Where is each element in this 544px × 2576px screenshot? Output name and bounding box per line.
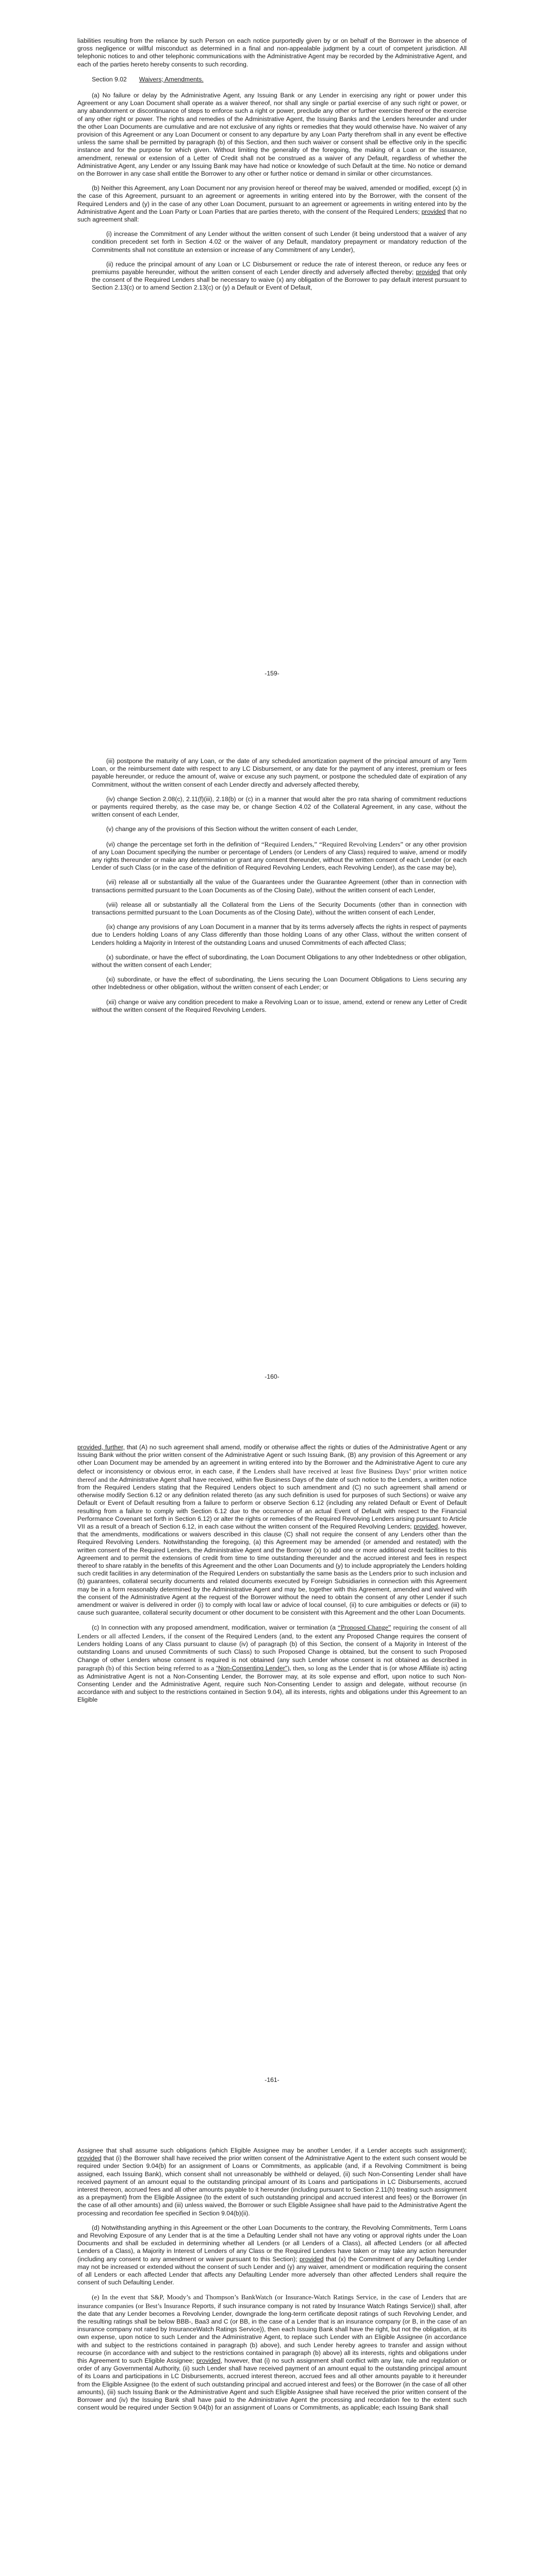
- item-vi: [77, 840, 467, 872]
- page-body: [77, 1444, 467, 1711]
- assignee-text-2: that (i) the Borrower shall have received the prior written consent of the Administrative Agent to the extent such consent would be required under Section 9.04(b) for an assignment of Loans or Commitments, as applicable (and, if a Revolving Commitment is being assigned, each Issuing Bank), which consent shall not unreasonably be withheld or delayed, (ii) such Non-Consenting Lender shall have received payment of an amount equal to the outstanding principal amount of its Loans and participations in LC Disbursements, accrued interest thereon, accrued fees and all other amounts payable to it hereunder (including pursuant to Section 2.11(h) treating such assignment as a prepayment) from the Eligible Assignee (to the extent of such outstanding principal and accrued interest and fees) or the Borrower (in the case of all other amounts) and (iii) unless waived, the Borrower or such Eligible Assignee shall have paid to the Administrative Agent the processing and recordation fee specified in Section 9.04(b)(ii).: [77, 2155, 467, 2217]
- section-heading: [92, 76, 467, 83]
- item-viii: (viii) release all or substantially all the Collateral from the Liens of the Security Documents (other than in connection with transactions permitted pursuant to the Loan Documents as of the Closing Date), without the written consent of each Lender,: [92, 901, 467, 917]
- paragraph-e-end: , however, that (i) no such assignment shall conflict with any law, rule and regulation or order of any Governmental Authority, (ii) such Lender shall have received payment of an amount equal to the outstanding principal amount of its Loans and participations in LC Disbursements, accrued interest thereon, accrued fees and all other amounts payable to it hereunder from the Eligible Assignee (to the extent of such outstanding principal and accrued interest and fees) or the Borrower (in the case of all other amounts), (iii) such Issuing Bank or the Administrative Agent and such Eligible Assignee shall have received the prior written consent of the Borrower and (iv) the Issuing Bank shall have paid to the Administrative Agent the processing and recordation fee to the extent such consent would be required under Section 9.04(b) for an assignment of Loans or Commitments, as applicable; each Issuing Bank shall: [77, 2357, 467, 2412]
- provided-term: provided: [299, 2255, 324, 2263]
- provided-term: provided: [414, 1523, 438, 1531]
- assignee-text-1: Assignee that shall assume such obligations (which Eligible Assignee may be another Lender, if a Lender accepts such assignment);: [77, 2147, 467, 2154]
- page-body: [77, 2147, 467, 2419]
- paragraph-e: [77, 2293, 467, 2412]
- paragraph-d-text: (d) Notwithstanding anything in this Agreement or the other Loan Documents to the contrary, the Revolving Commitments, Term Loans and Revolving Exposure of any Lender that is at the time a Defaulting Lender shall not have any voting or approval rights under the Loan Documents and shall be excluded in determining whether all Lenders (or all Lenders of a Class), all affected Lenders (or all affected Lenders of a Class), a Majority in Interest of Lenders of any Class or the Required Lenders have taken or may take any action hereunder (including any consent to any amendment or waiver pursuant to this Section);: [77, 2224, 467, 2263]
- paragraph-c-text-2: of the Required Lenders (and, to the extent any Proposed Change requires the consent of Lenders holding Loans of any Class pursuant to clause (iv) of paragraph (b) of this Section, the consent of a Majority in Interest of the outstanding Loans and unused Commitments of such Class) to such Proposed Change is obtained, but the consent to such Proposed Change of other Lenders whose consent is required is not obtained (any such Lender whose consent is not obtained as described: [77, 1632, 467, 1664]
- item-ix: (ix) change any provisions of any Loan Document in a manner that by its terms adversely affects the rights in respect of payments due to Lenders holding Loans of any Class differently than those holding Loans of any other Class, without the written consent of Lenders holding a Majority in Interest of the outstanding Loans and unused Commitments of each affected Class;: [92, 923, 467, 946]
- intro-paragraph: liabilities resulting from the reliance by such Person on each notice purportedly given by or on behalf of the Borrower in the absence of gross negligence or willful misconduct as determined in a final and non-appealable judgment by a court of competent jurisdiction. All telephonic notices to and other telephonic communications with the Administrative Agent may be recorded by the Administrative Agent, and each of the parties hereto hereby consents to such recording.: [77, 37, 467, 68]
- paragraph-c-serif-2: in paragraph (b) of this Section being referred to as a: [77, 1656, 467, 1672]
- section-title: Waivers; Amendments.: [139, 75, 204, 83]
- item-ii-text: (ii) reduce the principal amount of any Loan or LC Disbursement or reduce the rate of interest thereon, or reduce any fees or premiums payable hereunder, without the written consent of each Lender directly and adversely affected thereby;: [92, 260, 467, 276]
- item-x: (x) subordinate, or have the effect of subordinating, the Loan Document Obligations to any other Indebtedness or other obligation, without the written consent of each Lender;: [92, 953, 467, 969]
- item-vi-end: or any other provision of any Loan Document specifying the number or percentage of Lenders (or Lenders of any Class) required to waive, amend or modify any rights thereunder or make any determination or grant any consent thereunder, without the written consent of each Lender (or each Lender of such Class (or in the case of the definition of Required Revolving Lenders, each Revolving Lender), as the case may be),: [92, 840, 467, 872]
- item-ii: [77, 261, 467, 292]
- paragraph-e-serif: (e) In the event that S&P, Moody’s and Thompson’s BankWatch (or Insurance-Watch Ratings Service, in the case of Lenders that are insurance companies (or Best’s Insurance: [77, 2293, 467, 2310]
- provided-term: provided: [416, 268, 440, 276]
- item-iv: (iv) change Section 2.08(c), 2.11(f)(iii), 2.18(b) or (c) in a manner that would alter the pro rata sharing of commitment reductions or payments required thereby, as the case may be, or change Section 4.02 of the Collateral Agreement, in any case, without the written consent of each Lender,: [92, 795, 467, 819]
- provided-term: provided: [421, 208, 446, 215]
- page-body: [77, 37, 467, 299]
- page-number: -160-: [265, 1373, 279, 1380]
- paragraph-b-end: that no such agreement shall:: [77, 208, 467, 224]
- document-page-161: [0, 1406, 544, 2110]
- page-number: -159-: [265, 670, 279, 677]
- item-xii: (xii) change or waive any condition precedent to make a Revolving Loan or to issue, amend, extend or renew any Letter of Credit without the written consent of the Required Revolving Lenders.: [92, 998, 467, 1013]
- item-i: (i) increase the Commitment of any Lender without the written consent of such Lender (it being understood that a waiver of any condition precedent set forth in Section 4.02 or the waiver of any Default, mandatory prepayment or mandatory reduction of the Commitments shall not constitute an extension or increase of any Commitment of any Lender),: [92, 230, 467, 253]
- item-ii-end: that only the consent of the Required Lenders shall be necessary to waive (x) any obligation of the Borrower to pay default interest pursuant to Section 2.13(c) or to amend Section 2.13(c) or (y) a Default or Event of Default,: [92, 268, 467, 292]
- paragraph-e-text: Reports, if such insurance company is not rated by Insurance Watch Ratings Service)) shall, after the date that any Lender becomes a Revolving Lender, downgrade the long-term certificate deposit ratings of such Revolving Lender, and the resulting ratings shall be below BBB-, Baa3 and C (or BB, in the case of a Lender that is an insurance company (or B, in the case of an insurance company not rated by InsuranceWatch Ratings Service)), then each Issuing Bank shall have the right, but not the obligation, at its own expense, upon notice to such Lender and the Administrative Agent, to replace such Lender with an Eligible Assignee (in accordance with and subject to the restrictions contained in paragraph (b) above), and such Lender hereby agrees to transfer and assign without recourse (in accordance with and subject to the restrictions contained in paragraph (b) above) all its interests, rights and obligations under this Agreement to such Eligible Assignee;: [77, 2302, 467, 2365]
- paragraph-d-end: that (x) the Commitment of any Defaulting Lender may not be increased or extended without the consent of such Lender and (y) any waiver, amendment or modification requiring the consent of all Lenders or each affected Lender that affects any Defaulting Lender more adversely than other affected Lenders shall require the consent of such Defaulting Lender.: [77, 2255, 467, 2286]
- non-consenting-lender-term: “Non-Consenting Lender”: [216, 1665, 287, 1672]
- provided-further-term: provided, further,: [77, 1444, 125, 1451]
- section-number: Section 9.02: [92, 75, 127, 83]
- paragraph-c-text: (c) In connection with any proposed amendment, modification, waiver or termination (a: [92, 1624, 336, 1632]
- paragraph-c: [77, 1623, 467, 1704]
- paragraph-d: [77, 2224, 467, 2287]
- item-vii: (vii) release all or substantially all the value of the Guarantees under the Guarantee Agreement (other than in connection with transactions permitted pursuant to the Loan Documents as of the Closing Date), without the written consent of each Lender,: [92, 878, 467, 894]
- page-body: [77, 757, 467, 1021]
- page-number: -161-: [265, 2076, 279, 2083]
- item-iii: (iii) postpone the maturity of any Loan, or the date of any scheduled amortization payment of the principal amount of any Term Loan, or the reimbursement date with respect to any LC Disbursement, or any date for the payment of any interest, premium or fees payable hereunder, or reduce the amount of, waive or excuse any such payment, or postpone the scheduled date of expiration of any Commitment, without the written consent of each Lender directly and adversely affected thereby,: [92, 757, 467, 788]
- provided-term: provided: [77, 2155, 102, 2162]
- item-xi: (xi) subordinate, or have the effect of subordinating, the Liens securing the Loan Document Obligations to Liens securing any other Indebtedness or other obligation, without the written consent of each Lender; or: [92, 976, 467, 991]
- proviso-text-serif: Lenders shall have received at least five Business Days’ prior written notice thereof and the: [77, 1467, 467, 1483]
- paragraph-b-text: (b) Neither this Agreement, any Loan Document nor any provision hereof or thereof may be waived, amended or modified, except (x) in the case of this Agreement, pursuant to an agreement or agreements in writing entered into by the Borrower, with the consent of the Required Lenders and (y) in the case of any other Loan Document, pursuant to an agreement or agreements in writing entered into by the Administrative Agent and the Loan Party or Loan Parties that are parties thereto, with the consent of the Required Lenders;: [77, 184, 467, 215]
- paragraph-c-serif: requiring the consent of all Lenders or all affected Lenders, if the consent: [77, 1623, 467, 1640]
- item-v: (v) change any of the provisions of this Section without the written consent of each Lender,: [106, 825, 358, 833]
- document-page-160: [0, 703, 544, 1406]
- document-page-159: [0, 0, 544, 703]
- proviso-paragraph: [77, 1444, 467, 1617]
- proviso-text-3: , however, that the amendments, modifications or waivers described in this clause (C) shall not require the consent of any Lenders other than the Required Revolving Lenders. Notwithstanding the foregoing, (a) this Agreement may be amended (or amended and restated) with the written consent of the Required Lenders, the Administrative Agent and the Borrower (x) to add one or more additional credit facilities to this Agreement and to permit the extensions of credit from time to time outstanding thereunder and the accrued interest and fees in respect thereof to share ratably in the benefits of this Agreement and the other Loan Documents and (y) to include appropriately the Lenders holding such credit facilities in any determination of the Required Lenders on substantially the same basis as the Lenders prior to such inclusion and (b) guarantees, collateral security documents and related documents executed by Foreign Subsidiaries in connection with this Agreement may be in a form reasonably determined by the Administrative Agent and may be, together with this Agreement, amended and waived with the consent of the Administrative Agent at the request of the Borrower without the need to obtain the consent of any other Lender if such amendment or waiver is delivered in order (i) to comply with local law or advice of local counsel, (ii) to cure ambiguities or defects or (iii) to cause such guarantee, collateral security document or other document to be consistent with this Agreement and the other Loan Documents.: [77, 1523, 467, 1617]
- proviso-text-1: that (A) no such agreement shall amend, modify or otherwise affect the rights or duties of the Administrative Agent or any Issuing Bank without the prior written consent of the Administrative Agent or such Issuing Bank, (B) any provision of this Agreement or any other Loan Document may be amended by an agreement in writing entered into by the Borrower and the Administrative Agent to cure any defect or inconsistency or obvious error, in each case, if the: [77, 1444, 467, 1475]
- required-revolving-lenders-term: “Required Revolving Lenders”: [319, 840, 403, 848]
- document-page-162: [0, 2110, 544, 2576]
- paragraph-c-text-3: as the Lender that is (or whose Affiliate is) acting as Administrative Agent is not a Non-Consenting Lender, the Borrower may, at its sole expense and effort, upon notice to such Non-Consenting Lender and the Administrative Agent, require such Non-Consenting Lender to assign and delegate, without recourse (in accordance with and subject to the restrictions contained in Section 9.04), all its interests, rights and obligations under this Agreement to an Eligible: [77, 1665, 467, 1704]
- provided-term: provided: [196, 2357, 221, 2365]
- paragraph-b: [77, 184, 467, 224]
- paragraph-c-serif-3: ), then, so long: [287, 1664, 328, 1672]
- proposed-change-term: “Proposed Change”: [337, 1623, 391, 1632]
- item-vi-text: (vi) change the percentage set forth in the definition of: [106, 840, 259, 848]
- assignee-paragraph: [77, 2147, 467, 2217]
- paragraph-a: (a) No failure or delay by the Administrative Agent, any Issuing Bank or any Lender in exercising any right or power under this Agreement or any Loan Document shall operate as a waiver thereof, nor shall any single or partial exercise of any such right or power, or any abandonment or discontinuance of steps to enforce such a right or power, preclude any other or further exercise thereof or the exercise of any other right or power. The rights and remedies of the Administrative Agent, the Issuing Banks and the Lenders hereunder and under the other Loan Documents are cumulative and are not exclusive of any rights or remedies that they would otherwise have. No waiver of any provision of this Agreement or any Loan Document or consent to any departure by any Loan Party therefrom shall in any event be effective unless the same shall be permitted by paragraph (b) of this Section, and then such waiver or consent shall be effective only in the specific instance and for the purpose for which given. Without limiting the generality of the foregoing, the making of a Loan or the issuance, amendment, renewal or extension of a Letter of Credit shall not be construed as a waiver of any Default, regardless of whether the Administrative Agent, any Lender or any Issuing Bank may have had notice or knowledge of such Default at the time. No notice or demand on the Borrower in any case shall entitle the Borrower to any other or further notice or demand in similar or other circumstances.: [77, 92, 467, 178]
- proviso-text-2: Administrative Agent shall have received, within five Business Days of the date of such notice to the Lenders, a written notice from the Required Lenders stating that the Required Lenders object to such amendment and (C) no such agreement shall amend or otherwise modify Section 6.12 or any definition related thereto (as any such definition is used for purposes of such Sections) or waive any Default or Event of Default resulting from a failure to perform or observe Section 6.12 (including any related Default or Event of Default resulting from a failure to comply with Section 6.12 due to the occurrence of an actual Event of Default with respect to the Financial Performance Covenant set forth in Section 6.12) or alter the rights or remedies of the Required Revolving Lenders arising pursuant to Article VII as a result of a breach of Section 6.12, in each case without the written consent of the Required Revolving Lenders;: [77, 1476, 467, 1531]
- required-lenders-term: “Required Lenders,”: [261, 840, 318, 848]
